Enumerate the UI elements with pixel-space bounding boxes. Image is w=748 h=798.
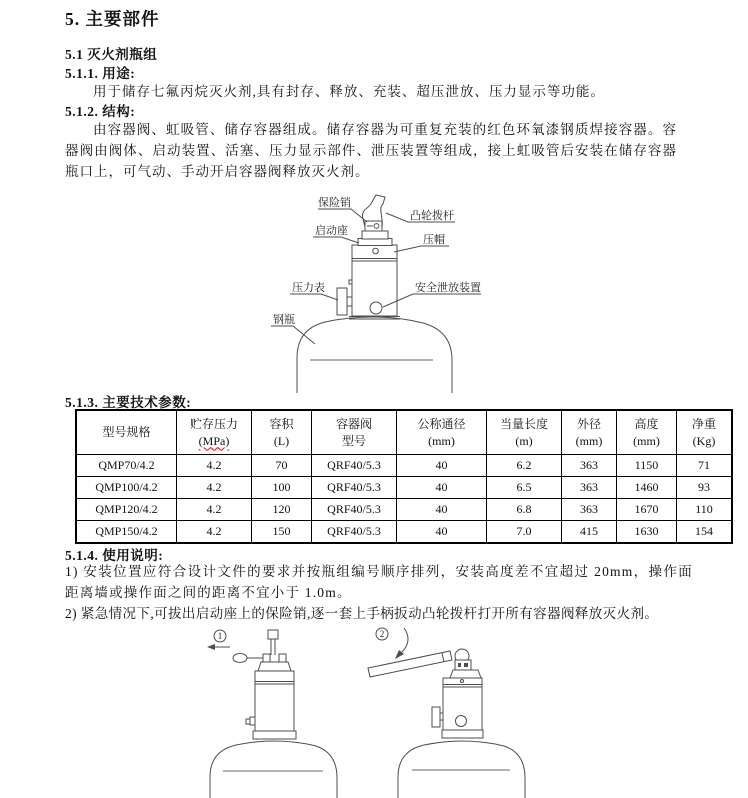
table-cell: 1150 — [617, 455, 677, 477]
header-cell: 容器阀 型号 — [312, 410, 397, 455]
label-cam-lever: 凸轮拨杆 — [410, 210, 454, 222]
label-safety-relief: 安全泄放装置 — [415, 282, 481, 294]
table-cell: 154 — [677, 521, 733, 544]
table-cell: 363 — [562, 455, 617, 477]
table-cell: QMP100/4.2 — [76, 477, 177, 499]
lever-operation-diagram — [358, 620, 543, 798]
table-cell: 4.2 — [177, 499, 252, 521]
label-pressure-gauge: 压力表 — [292, 282, 325, 294]
header-cell: 高度 (mm) — [617, 410, 677, 455]
pressure-gauge-shape — [432, 707, 440, 727]
note-1: 1) 安装位置应符合设计文件的要求并按瓶组编号顺序排列，安装高度差不宜超过 20mm，操作面距离墙或操作面之间的距离不宜小于 1.0m。 — [65, 564, 693, 600]
valve-body — [255, 671, 294, 731]
pin-ring — [233, 654, 247, 663]
table-cell: 71 — [677, 455, 733, 477]
header-cell: 公称通径 (mm) — [397, 410, 487, 455]
table-cell: QMP150/4.2 — [76, 521, 177, 544]
table-cell: 6.2 — [487, 455, 562, 477]
header-row — [76, 410, 732, 455]
section-5-1-heading: 5.1 灭火剂瓶组 — [65, 47, 158, 62]
starter-seat-shape — [358, 239, 392, 246]
table-cell: 150 — [252, 521, 312, 544]
table-cell: 363 — [562, 477, 617, 499]
page-title: 5. 主要部件 — [65, 9, 160, 29]
table-cell: 6.8 — [487, 499, 562, 521]
table-cell: 93 — [677, 477, 733, 499]
table-cell: 363 — [562, 499, 617, 521]
header-cell: 外径 (mm) — [562, 410, 617, 455]
table-cell: 4.2 — [177, 477, 252, 499]
structure-paragraph: 由容器阀、虹吸管、储存容器组成。储存容器为可重复充装的红色环氧漆钢质焊接容器。容器阀由阀体、启动装置、活塞、压力显示部件、泄压装置等组成，接上虹吸管后安装在储存容器瓶口上，可气动、手动开启容器阀释放灭火剂。 — [65, 122, 677, 179]
step-1-number: 1 — [217, 631, 223, 641]
cylinder-dome — [210, 741, 337, 798]
rotate-direction-arrow — [399, 628, 408, 655]
table-cell: 6.5 — [487, 477, 562, 499]
header-cell: 净重 (Kg) — [677, 410, 733, 455]
table-cell: 120 — [252, 499, 312, 521]
table-row — [76, 477, 732, 499]
table-cell: 70 — [252, 455, 312, 477]
note-2: 2) 紧急情况下,可拔出启动座上的保险销,逐一套上手柄扳动凸轮拨杆打开所有容器阀释放灭火剂。 — [65, 606, 659, 621]
table-cell: QRF40/5.3 — [312, 455, 397, 477]
section-5-1-4-heading: 5.1.4. 使用说明: — [65, 548, 164, 563]
section-5-1-1-heading: 5.1.1. 用途: — [65, 66, 136, 81]
specs-table-body — [76, 455, 732, 544]
label-starter-seat: 启动座 — [315, 225, 348, 237]
table-cell: 40 — [397, 521, 487, 544]
header-cell: 当量长度 (m) — [487, 410, 562, 455]
step-2-number: 2 — [379, 629, 385, 639]
table-row — [76, 521, 732, 544]
table-cell: 415 — [562, 521, 617, 544]
section-5-1-3-heading: 5.1.3. 主要技术参数: — [65, 395, 192, 410]
label-safety-pin: 保险销 — [318, 197, 351, 209]
table-cell: QRF40/5.3 — [312, 499, 397, 521]
label-pressure-cap: 压帽 — [423, 234, 445, 246]
pressure-gauge-shape — [337, 288, 347, 315]
table-cell: QMP120/4.2 — [76, 499, 177, 521]
table-cell: 100 — [252, 477, 312, 499]
section-5-1-2-heading: 5.1.2. 结构: — [65, 104, 136, 119]
table-row — [76, 499, 732, 521]
table-cell: 40 — [397, 499, 487, 521]
header-cell: 型号规格 — [76, 410, 177, 455]
table-cell: 1630 — [617, 521, 677, 544]
table-cell: 1670 — [617, 499, 677, 521]
safety-relief-shape — [456, 716, 467, 727]
table-cell: QRF40/5.3 — [312, 521, 397, 544]
table-cell: 1460 — [617, 477, 677, 499]
operating-handle — [368, 651, 452, 677]
cylinder-dome — [297, 317, 452, 393]
table-cell: 40 — [397, 477, 487, 499]
safety-relief-shape — [370, 302, 382, 314]
table-cell: QRF40/5.3 — [312, 477, 397, 499]
specs-table-head — [76, 410, 732, 455]
table-cell: 4.2 — [177, 521, 252, 544]
label-cylinder: 钢瓶 — [273, 314, 295, 326]
specs-table — [75, 409, 733, 544]
usage-paragraph: 用于储存七氟丙烷灭火剂,具有封存、释放、充装、超压泄放、压力显示等功能。 — [93, 84, 605, 99]
header-cell: 容积 (L) — [252, 410, 312, 455]
table-cell: 110 — [677, 499, 733, 521]
header-cell: 贮存压力 (MPa) — [177, 410, 252, 455]
table-cell: 40 — [397, 455, 487, 477]
table-cell: 4.2 — [177, 455, 252, 477]
table-cell: QMP70/4.2 — [76, 455, 177, 477]
valve-assembly-diagram — [253, 188, 503, 393]
pull-pin-diagram — [175, 625, 340, 798]
table-row — [76, 455, 732, 477]
table-cell: 7.0 — [487, 521, 562, 544]
pull-direction-arrow — [207, 644, 215, 650]
